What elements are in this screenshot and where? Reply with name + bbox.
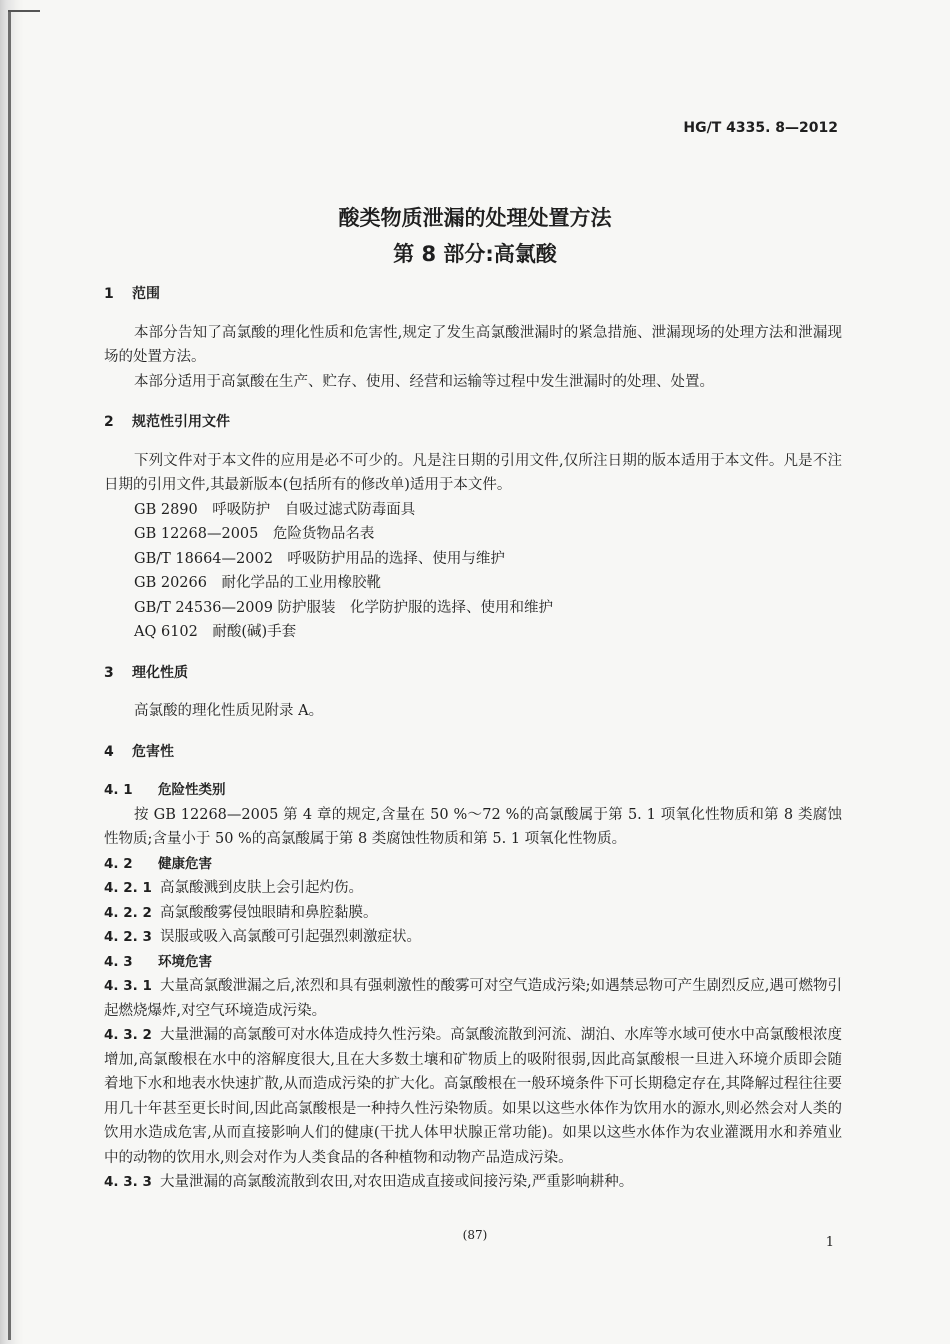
subsection-number: 4. 2: [104, 855, 133, 872]
reference-item: GB 2890 呼吸防护 自吸过滤式防毒面具: [134, 501, 416, 518]
clause-item: [104, 876, 842, 901]
subsection-number: 4. 3: [104, 953, 133, 970]
clause-text: 大量泄漏的高氯酸流散到农田,对农田造成直接或间接污染,严重影响耕种。: [160, 1174, 634, 1190]
page-number: 1: [825, 1235, 834, 1250]
section-number: 2: [104, 414, 114, 430]
section-3-heading: [104, 661, 842, 686]
clause-item: [104, 901, 842, 926]
clause-text: 高氯酸酸雾侵蚀眼睛和鼻腔黏膜。: [160, 904, 378, 921]
paragraph: 下列文件对于本文件的应用是必不可少的。凡是注日期的引用文件,仅所注日期的版本适用于本文件。凡是不注日期的引用文件,其最新版本(包括所有的修改单)适用于本文件。: [104, 452, 842, 493]
footer-page-code: (87): [462, 1228, 488, 1242]
reference-item: GB 12268—2005 危险货物品名表: [134, 526, 375, 542]
clause-number: 4. 3. 3: [104, 1174, 152, 1190]
clause-number: 4. 2. 2: [104, 904, 152, 921]
section-1-heading: [104, 282, 842, 307]
section-title: 规范性引用文件: [132, 414, 230, 430]
subsection-number: 4. 1: [104, 782, 133, 798]
title-line-1: 酸类物质泄漏的处理处置方法: [338, 206, 612, 230]
clause-item: [104, 974, 842, 1023]
subsection-title: 健康危害: [158, 855, 212, 872]
subsection-4-1-heading: [104, 778, 842, 803]
clause-number: 4. 2. 1: [104, 880, 152, 896]
clause-number: 4. 3. 2: [104, 1027, 152, 1043]
subsection-title: 环境危害: [158, 953, 212, 970]
clause-item: [104, 925, 842, 950]
section-number: 3: [104, 664, 114, 681]
subsection-title: 危险性类别: [158, 782, 226, 798]
reference-item: GB/T 18664—2002 呼吸防护用品的选择、使用与维护: [134, 550, 505, 567]
section-number: 4: [104, 743, 114, 760]
reference-item: GB/T 24536—2009 防护服装 化学防护服的选择、使用和维护: [134, 599, 554, 616]
section-number: 1: [104, 286, 114, 302]
clause-text: 大量高氯酸泄漏之后,浓烈和具有强刺激性的酸雾可对空气造成污染;如遇禁忌物可产生剧烈反应,遇可燃物引起燃烧爆炸,对空气环境造成污染。: [104, 978, 842, 1019]
document-body: [104, 276, 842, 1195]
clause-item: [104, 1023, 842, 1170]
reference-item: GB 20266 耐化学品的工业用橡胶靴: [134, 575, 381, 591]
section-title: 理化性质: [132, 664, 188, 681]
clause-item: [104, 1170, 842, 1195]
section-title: 危害性: [132, 743, 174, 760]
paragraph: 按 GB 12268—2005 第 4 章的规定,含量在 50 %～72 %的高氯酸属于第 5. 1 项氧化性物质和第 8 类腐蚀性物质;含量小于 50 %的高氯酸属于第 8 类腐蚀性物质和第 5. 1 项氧化性物质。: [104, 806, 842, 847]
paragraph: 本部分适用于高氯酸在生产、贮存、使用、经营和运输等过程中发生泄漏时的处理、处置。: [134, 373, 714, 390]
paragraph: 高氯酸的理化性质见附录 A。: [134, 703, 324, 719]
section-2-heading: [104, 410, 842, 435]
document-number: HG/T 4335. 8—2012: [683, 120, 838, 136]
paragraph: 本部分告知了高氯酸的理化性质和危害性,规定了发生高氯酸泄漏时的紧急措施、泄漏现场的处理方法和泄漏现场的处置方法。: [104, 324, 842, 365]
reference-item: AQ 6102 耐酸(碱)手套: [134, 624, 297, 640]
section-title: 范围: [132, 286, 160, 302]
subsection-4-2-heading: [104, 852, 842, 877]
section-4-heading: [104, 740, 842, 765]
clause-text: 高氯酸溅到皮肤上会引起灼伤。: [160, 880, 363, 896]
subsection-4-3-heading: [104, 950, 842, 975]
clause-number: 4. 3. 1: [104, 978, 152, 994]
clause-text: 大量泄漏的高氯酸可对水体造成持久性污染。高氯酸流散到河流、湖泊、水库等水域可使水中高氯酸根浓度增加,高氯酸根在水中的溶解度很大,且在大多数土壤和矿物质上的吸附很弱,因此高氯酸根一旦进入环境介质即会随着地下水和地表水快速扩散,从而造成污染的扩大化。高氯酸根在一般环境条件下可长期稳定存在,其降解过程往往要用几十年甚至更长时间,因此高氯酸根是一种持久性污染物质。如果以这些水体作为饮用水的源水,则必然会对人类的饮用水造成危害,从而直接影响人们的健康(干扰人体甲状腺正常功能)。如果以这些水体作为农业灌溉用水和养殖业中的动物的饮用水,则会对作为人类食品的各种植物和动物产品造成污染。: [104, 1027, 842, 1166]
corner-mark: [8, 10, 40, 12]
title-line-2: 第 8 部分:高氯酸: [393, 242, 557, 266]
clause-number: 4. 2. 3: [104, 929, 152, 945]
clause-text: 误服或吸入高氯酸可引起强烈刺激症状。: [160, 929, 421, 945]
